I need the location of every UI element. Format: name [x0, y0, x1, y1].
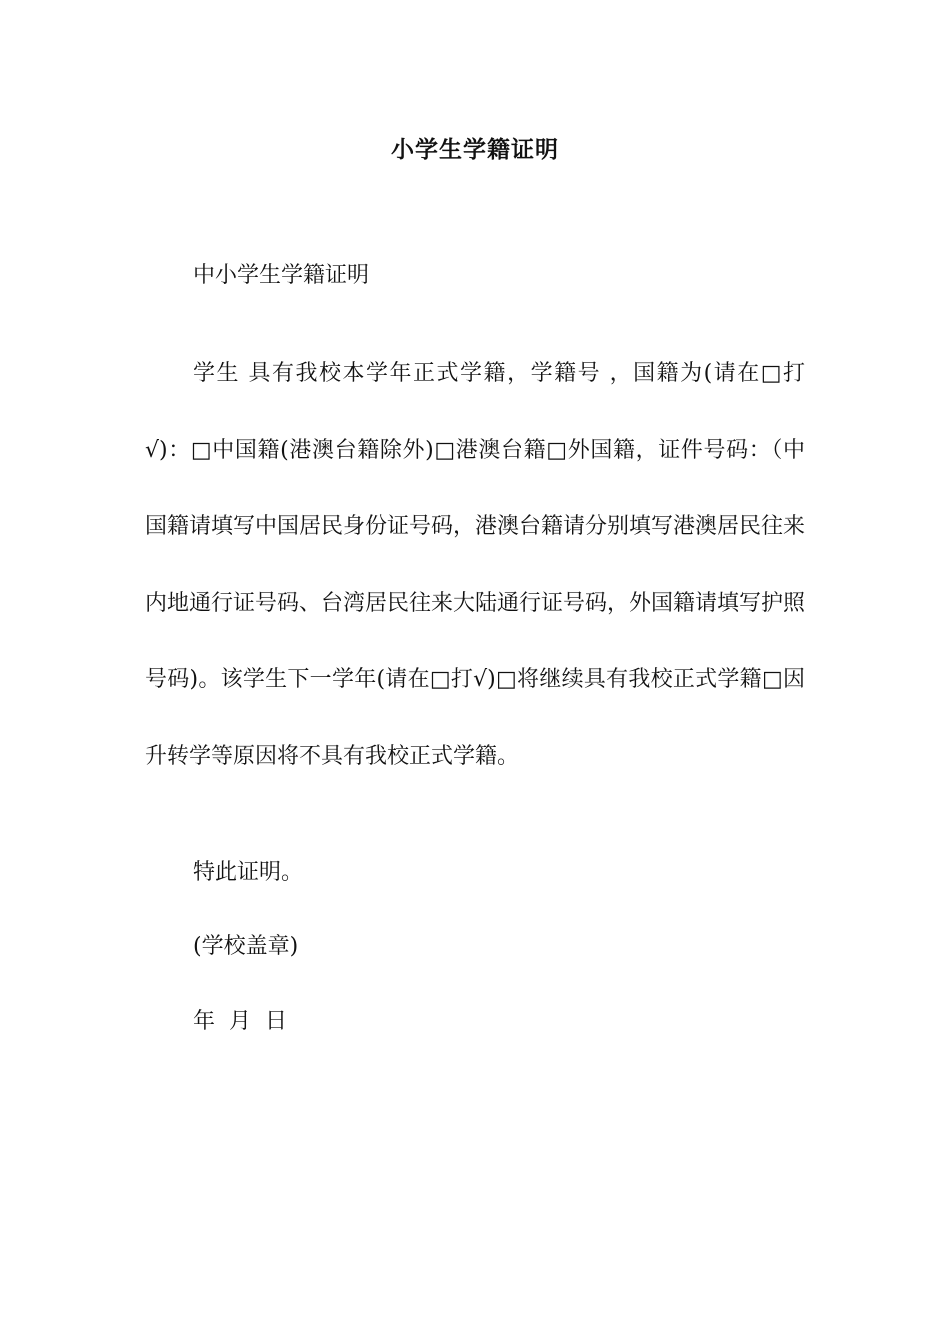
certify-statement: 特此证明。 [193, 860, 304, 885]
document-subtitle: 中小学生学籍证明 [193, 263, 370, 288]
school-seal-line: (学校盖章) [193, 934, 299, 959]
document-body-paragraph: 学生 具有我校本学年正式学籍，学籍号 ，国籍为(请在□打√)：□中国籍(港澳台籍除外)□港澳台籍□外国籍，证件号码：（中国籍请填写中国居民身份证号码，港澳台籍请分别填写港澳居民往来内地通行证号码、台湾居民往来大陆通行证号码，外国籍请填写护照号码)。该学生下一学年(请在□打√)□将继续具有我校正式学籍□因升转学等原因将不具有我校正式学籍。 [145, 361, 806, 769]
date-line: 年 月 日 [193, 1009, 287, 1034]
document-title: 小学生学籍证明 [391, 136, 559, 163]
